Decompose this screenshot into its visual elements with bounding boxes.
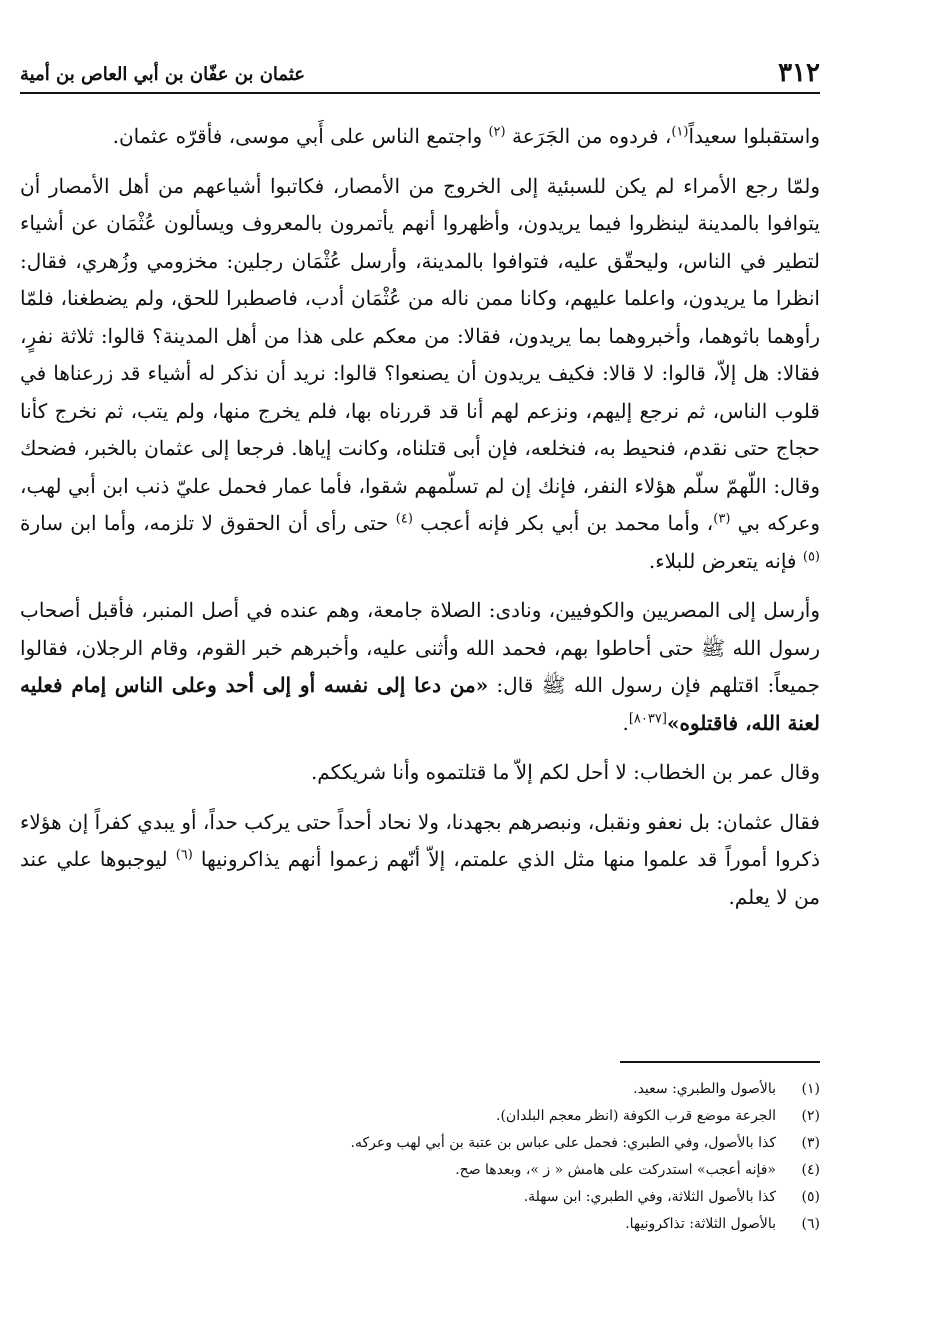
footnote-ref: (٥)	[802, 548, 820, 564]
text-run: فإنه يتعرض للبلاء.	[648, 548, 803, 573]
text-run: ليوجبوها علي عند من لا يعلم.	[20, 847, 820, 909]
text-run: .	[622, 710, 629, 735]
paragraph	[20, 804, 820, 917]
text-run: ، فردوه من الجَرَعة	[505, 124, 672, 148]
footnote	[20, 1076, 820, 1103]
footnote-text: بالأصول والطبري: سعيد.	[633, 1081, 776, 1097]
header-rule	[20, 92, 820, 94]
text-run: واستقبلوا سعيداً	[688, 124, 820, 148]
footnote-ref: (٤)	[395, 511, 413, 527]
text-run: وقال عمر بن الخطاب: لا أحل لكم إلاّ ما قتلتموه وأنا شريككم.	[310, 760, 820, 784]
paragraph	[20, 118, 820, 156]
paragraph	[20, 168, 820, 581]
footnote	[20, 1211, 820, 1238]
text-run: فقال عثمان: بل نعفو ونقبل، ونبصرهم بجهدنا، ولا نحاد أحداً حتى يركب حداً، أو يبدي كفراً إن هؤلاء ذكروا أموراً قد علموا منها مثل الذي علمتم، إلاّ أنّهم زعموا أنهم يذاكرونيها	[20, 809, 820, 871]
footnote-text: الجرعة موضع قرب الكوفة (انظر معجم البلدان).	[496, 1108, 776, 1124]
text-run: ، وأما محمد بن أبي بكر فإنه أعجب	[412, 511, 714, 535]
footnote-number: (٣)	[801, 1135, 820, 1151]
footnote-ref: (٣)	[713, 511, 731, 527]
footnote-number: (٥)	[801, 1189, 820, 1205]
text-run: حتى رأى أن الحقوق لا تلزمه، وأما ابن سارة	[20, 511, 396, 535]
footnote-number: (٤)	[801, 1162, 820, 1178]
running-title: عثمان بن عفّان بن أبي العاص بن أمية	[20, 64, 305, 85]
page-number: ٣١٢	[778, 58, 820, 88]
hadith-quote: «من دعا إلى نفسه أو إلى أحد وعلى الناس إمام فعليه لعنة الله، فاقتلوه»	[20, 673, 820, 735]
footnote-ref: (١)	[671, 124, 689, 140]
hadith-number: [٨٠٣٧]	[628, 710, 667, 726]
page-header	[20, 44, 820, 88]
footnotes	[20, 1076, 820, 1238]
footnote-text: «فإنه أعجب» استدركت على هامش « ز »، وبعدها صح.	[455, 1162, 776, 1178]
footnote-number: (١)	[801, 1081, 820, 1097]
footnote-number: (٦)	[801, 1216, 820, 1232]
footnote	[20, 1103, 820, 1130]
text-run: واجتمع الناس على أَبي موسى، فأقرّه عثمان.	[112, 124, 489, 148]
paragraph	[20, 592, 820, 742]
footnote-separator	[620, 1061, 820, 1063]
footnote	[20, 1130, 820, 1157]
footnote-text: كذا بالأصول الثلاثة، وفي الطبري: ابن سهلة.	[523, 1189, 776, 1205]
footnote-ref: (٦)	[175, 847, 193, 863]
footnote	[20, 1157, 820, 1184]
paragraph	[20, 754, 820, 792]
footnote-text: بالأصول الثلاثة: تذاكرونيها.	[625, 1216, 776, 1232]
footnote-ref: (٢)	[488, 124, 506, 140]
footnote-number: (٢)	[801, 1108, 820, 1124]
footnote	[20, 1184, 820, 1211]
main-text	[20, 118, 820, 916]
text-run: وأرسل إلى المصريين والكوفيين، ونادى: الصلاة جامعة، وهم عنده في أصل المنبر، فأقبل أصحاب رسول الله ﷺ حتى أحاطوا بهم، فحمد الله وأثنى عليه، وأخبرهم خبر القوم، وقام الرجلان، فقالوا جميعاً: اقتلهم فإن رسول الله ﷺ قال:	[20, 598, 820, 697]
text-run: ولمّا رجع الأمراء لم يكن للسبئية إلى الخروج من الأمصار، فكاتبوا أشياعهم من أهل الأمصار أن يتوافوا بالمدينة لينظروا فيما يريدون، وأظهروا أنهم يأتمرون بالمعروف ويسألون عُثْمَان عن أشياء لتطير في الناس، وليحقّق عليه، فتوافوا بالمدينة، وأرسل عُثْمَان رجلين: مخزومي وزُهري، فقال: انظرا ما يريدون، واعلما عليهم، وكانا ممن ناله من عُثْمَان أدب، فاصطبرا للحق، ولم يضطغنا، فلمّا رأوهما باثوهما، وأخبروهما بما يريدون، فقالا: من معكم على هذا من أهل المدينة؟ قالوا: ثلاثة نفرٍ، فقالا: هل إلاّ، قالوا: لا قالا: فكيف يريدون أن يصنعوا؟ قالوا: نريد أن نذكر له أشياء قد زرعناها في قلوب الناس، ثم نرجع إليهم، ونزعم لهم أنا قد قررناه بها، فلم يخرج منها، ولم يتب، ثم نخرج كأنا حجاج حتى نقدم، فنحيط به، فنخلعه، فإن أبى قتلناه، وكانت إياها. فرجعا إلى عثمان بالخبر، فضحك وقال: اللّهمّ سلّم هؤلاء النفر، فإنك إن لم تسلّمهم شقوا، فأما عمار فحمل عليّ ذنب ابن أبي لهب، وعركه بي	[20, 173, 821, 535]
footnote-text: كذا بالأصول، وفي الطبري: فحمل على عباس بن عتبة بن أبي لهب وعركه.	[350, 1135, 776, 1151]
